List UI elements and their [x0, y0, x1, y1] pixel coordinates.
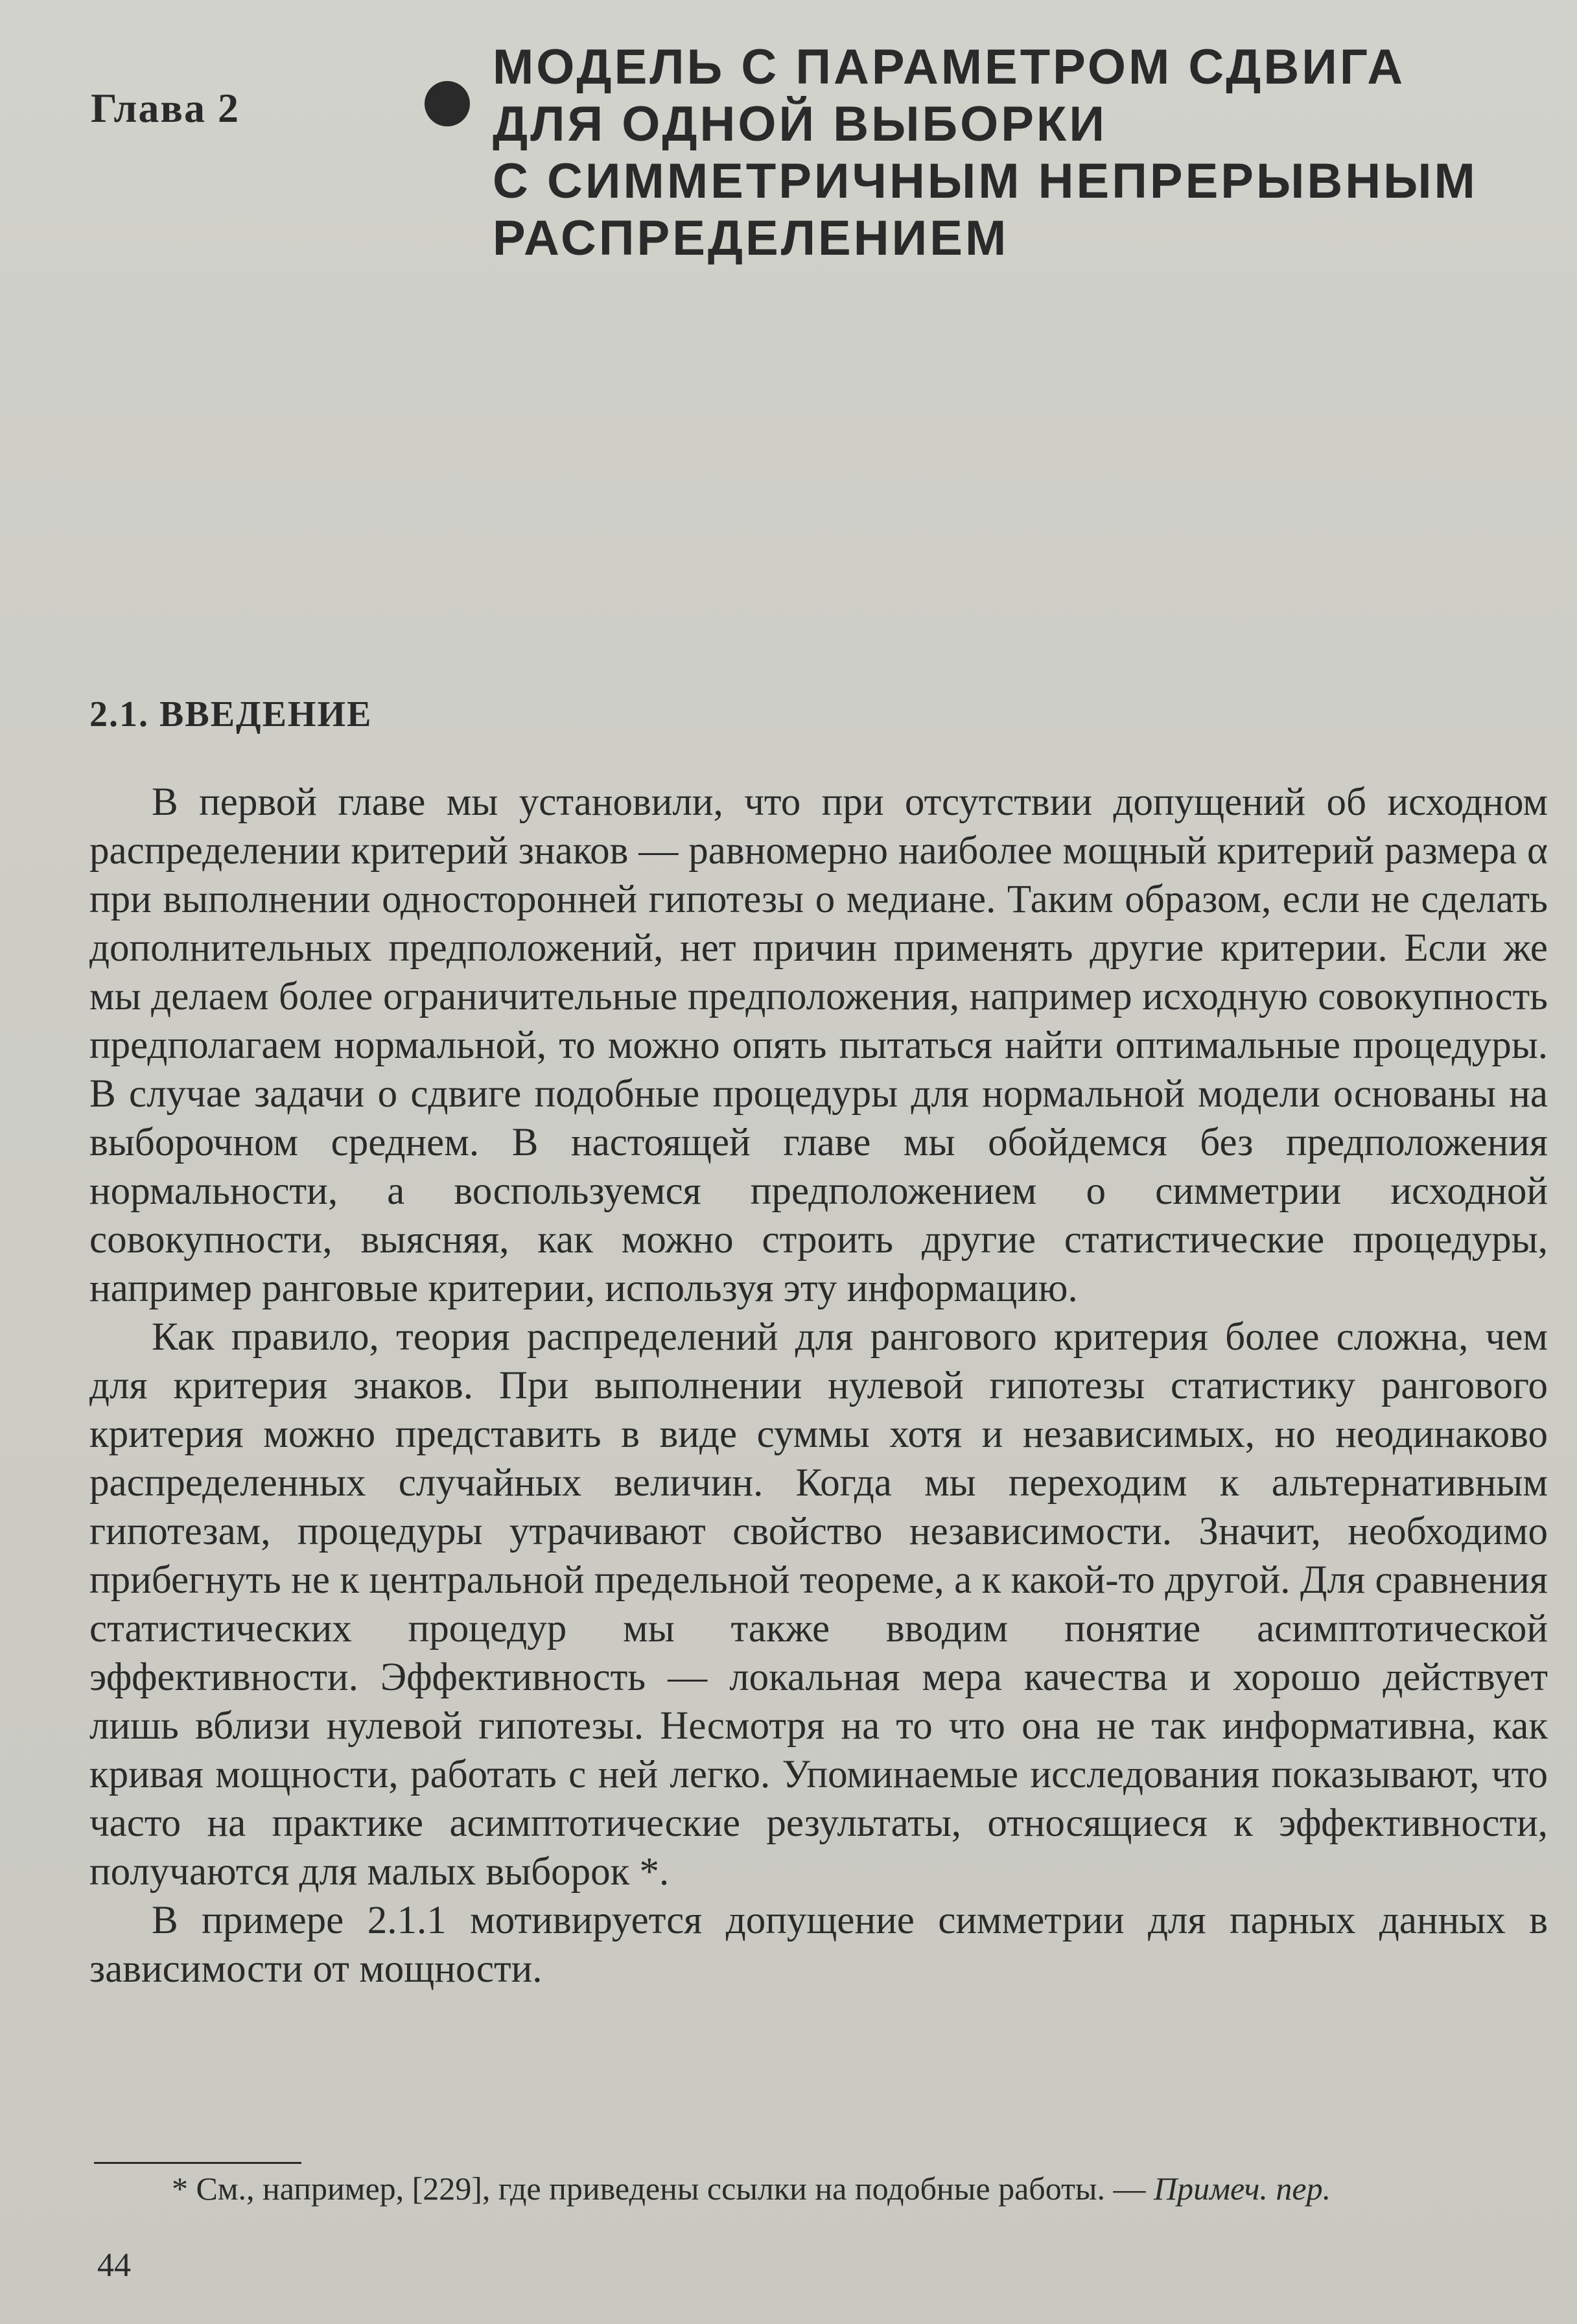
footnote-marker: * — [172, 2170, 188, 2207]
footnote-divider — [94, 2162, 301, 2164]
chapter-label: Глава 2 — [91, 85, 240, 131]
paragraph: В примере 2.1.1 мотивируется допущение симметрии для парных данных в зависимости от мощности. — [89, 1899, 1548, 1991]
footnote-text: См., например, [229], где приведены ссылки на подобные работы. — — [196, 2170, 1146, 2207]
paragraph: Как правило, теория распределений для рангового критерия более сложна, чем для критерия знаков. При выполнении нулевой гипотезы статистику рангового критерия можно представить в виде суммы хотя и независимых, но неодинаково распределенных случайных величин. Когда мы переходим к альтернативным гипотезам, процедуры утрачивают свойство независимости. Значит, необходимо прибегнуть не к центральной предельной теореме, а к какой-то другой. Для сравнения статистических процедур мы также вводим понятие асимптотической эффективности. Эффективность — локальная мера качества и хорошо действует лишь вблизи нулевой гипотезы. Несмотря на то что она не так информативна, как кривая мощности, работать с ней легко. Упоминаемые исследования показывают, что часто на практике асимптотические результаты, относящиеся к эффективности, получаются для малых выборок *. — [89, 1315, 1548, 1894]
footnote-note: Примеч. пер. — [1154, 2170, 1331, 2207]
chapter-title-line: РАСПРЕДЕЛЕНИЕМ — [493, 211, 1009, 266]
page-number: 44 — [97, 2247, 131, 2284]
section-heading: 2.1. ВВЕДЕНИЕ — [89, 694, 373, 734]
chapter-title — [493, 39, 1504, 267]
footnote — [94, 2168, 1539, 2209]
paragraph: В первой главе мы установили, что при отсутствии допущений об исходном распределении критерий знаков — равномерно наиболее мощный критерий размера α при выполнении односторонней гипотезы о медиане. Таким образом, если не сделать дополнительных предположений, нет причин применять другие критерии. Если же мы делаем более ограничительные предположения, например исходную совокупность предполагаем нормальной, то можно опять пытаться найти оптимальные процедуры. В случае задачи о сдвиге подобные процедуры для нормальной модели основаны на выборочном среднем. В настоящей главе мы обойдемся без предположения нормальности, а воспользуемся предположением о симметрии исходной совокупности, выясняя, как можно строить другие статистические процедуры, например ранговые критерии, используя эту информацию. — [89, 781, 1548, 1310]
bullet-icon — [425, 81, 470, 126]
chapter-title-line: С СИММЕТРИЧНЫМ НЕПРЕРЫВНЫМ — [493, 154, 1478, 209]
chapter-title-line: МОДЕЛЬ С ПАРАМЕТРОМ СДВИГА — [493, 40, 1406, 95]
body-text — [89, 778, 1548, 1993]
chapter-title-line: ДЛЯ ОДНОЙ ВЫБОРКИ — [493, 97, 1107, 152]
